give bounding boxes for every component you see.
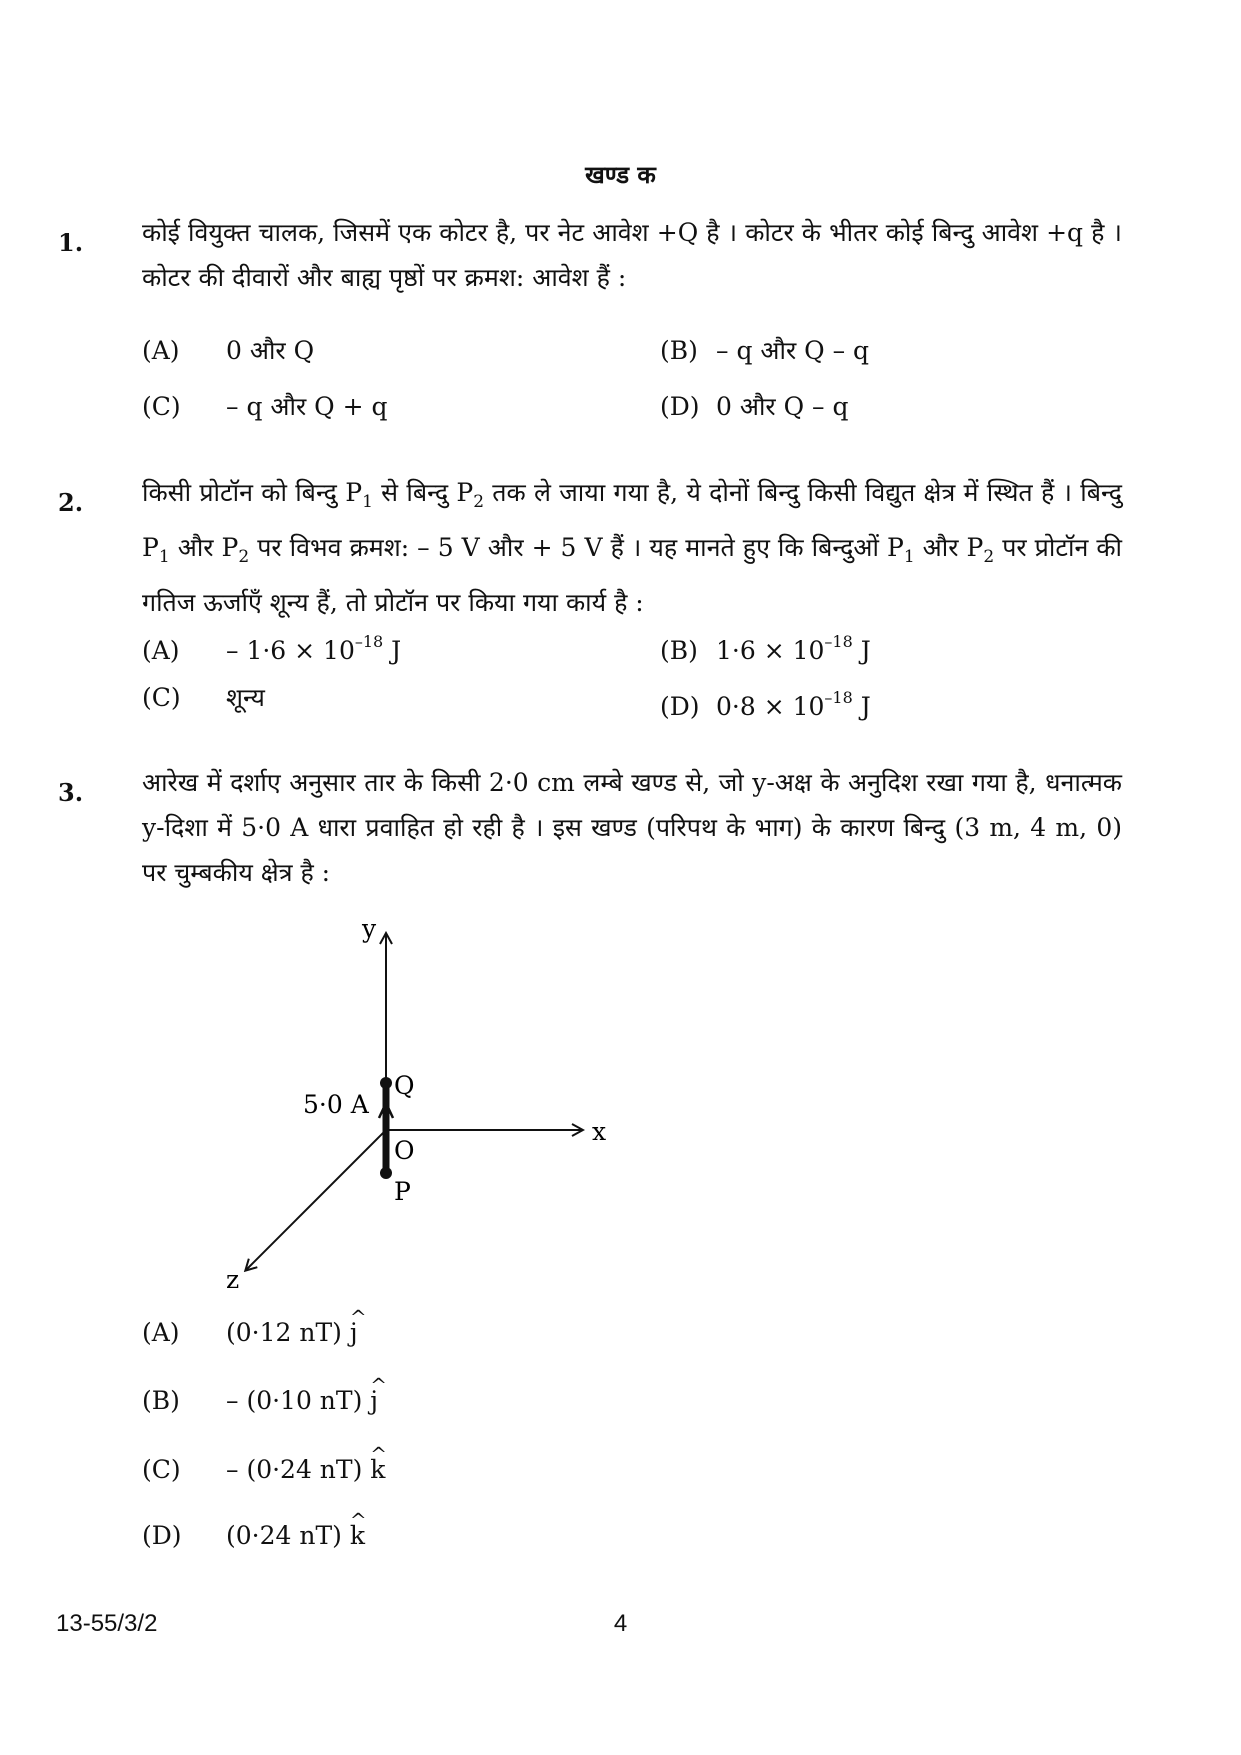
q3-option-a[interactable] [142, 1318, 358, 1348]
option-text: 0 और Q – q [716, 392, 849, 421]
point-q-label: Q [394, 1071, 415, 1100]
unit-vector-k-icon: ^ k [350, 1521, 365, 1551]
option-label: (A) [142, 336, 180, 365]
option-text: – $1\cdot 6 \times 10^{-18}$ J [226, 632, 402, 665]
x-axis-label: x [592, 1117, 607, 1146]
option-label: (D) [660, 392, 700, 421]
option-label: (B) [660, 636, 698, 665]
option-label: (A) [142, 1318, 180, 1347]
unit-vector-j-icon: ^ j [370, 1386, 378, 1416]
unit-vector-j-icon: ^ j [350, 1318, 358, 1348]
paper-code: 13-55/3/2 [56, 1610, 158, 1637]
option-label: (B) [660, 336, 698, 365]
unit-vector-k-icon: ^ k [370, 1455, 385, 1485]
option-text: – q और Q – q [716, 336, 870, 365]
option-text: – q और Q + q [226, 392, 388, 421]
z-axis [246, 1130, 386, 1270]
z-axis-label: z [226, 1265, 240, 1294]
question-number: 3. [58, 778, 84, 807]
section-title: खण्ड क [585, 160, 656, 189]
option-text: – (0·10 nT) ^ j [226, 1386, 378, 1416]
y-axis-label: y [362, 914, 377, 943]
point-p-label: P [394, 1177, 411, 1206]
option-label: (B) [142, 1386, 180, 1415]
option-text: 0 और Q [226, 336, 315, 365]
option-label: (C) [142, 392, 181, 421]
point-p-dot [380, 1167, 392, 1179]
option-label: (C) [142, 683, 181, 712]
option-text: – (0·24 nT) ^ k [226, 1455, 385, 1485]
current-label: 5·0 A [303, 1090, 369, 1119]
question-number: 2. [58, 488, 84, 517]
option-text: $1\cdot 6 \times 10^{-18}$ J [716, 632, 871, 665]
question-text: कोई वियुक्त चालक, जिसमें एक कोटर है, पर नेट आवेश +Q है । कोटर के भीतर कोई बिन्दु आवेश +q है । कोटर की दीवारों और बाह्य पृष्ठों पर क्रमश: आवेश हैं : [142, 218, 1122, 292]
option-text: शून्य [226, 683, 265, 712]
q3-option-c[interactable] [142, 1455, 385, 1485]
option-text: $0\cdot 8 \times 10^{-18}$ J [716, 688, 871, 721]
question-text: आरेख में दर्शाए अनुसार तार के किसी 2·0 cm लम्बे खण्ड से, जो y-अक्ष के अनुदिश रखा गया है, धनात्मक y-दिशा में 5·0 A धारा प्रवाहित हो रही है । इस खण्ड (परिपथ के भाग) के कारण बिन्दु (3 m, 4 m, 0) पर चुम्बकीय क्षेत्र है : [142, 768, 1122, 887]
point-o-label: O [394, 1136, 415, 1165]
question-number: 1. [58, 228, 84, 257]
point-q-dot [380, 1077, 392, 1089]
q3-option-b[interactable] [142, 1386, 378, 1416]
option-text: (0·24 nT) ^ k [226, 1521, 365, 1551]
q3-option-d[interactable] [142, 1521, 365, 1551]
option-text: (0·12 nT) ^ j [226, 1318, 358, 1348]
option-label: (A) [142, 636, 180, 665]
question-text: किसी प्रोटॉन को बिन्दु $P_1$ से बिन्दु $P_2$ तक ले जाया गया है, ये दोनों बिन्दु किसी विद्युत क्षेत्र में स्थित हैं । बिन्दु $P_1$ और $P_2$ पर विभव क्रमश: – 5 V और + 5 V हैं । यह मानते हुए कि बिन्दुओं $P_1$ और $P_2$ पर प्रोटॉन की गतिज ऊर्जाएँ शून्य हैं, तो प्रोटॉन पर किया गया कार्य है : [142, 478, 1123, 617]
option-label: (D) [142, 1521, 182, 1550]
page-number: 4 [613, 1610, 628, 1637]
option-label: (C) [142, 1455, 181, 1484]
option-label: (D) [660, 692, 700, 721]
